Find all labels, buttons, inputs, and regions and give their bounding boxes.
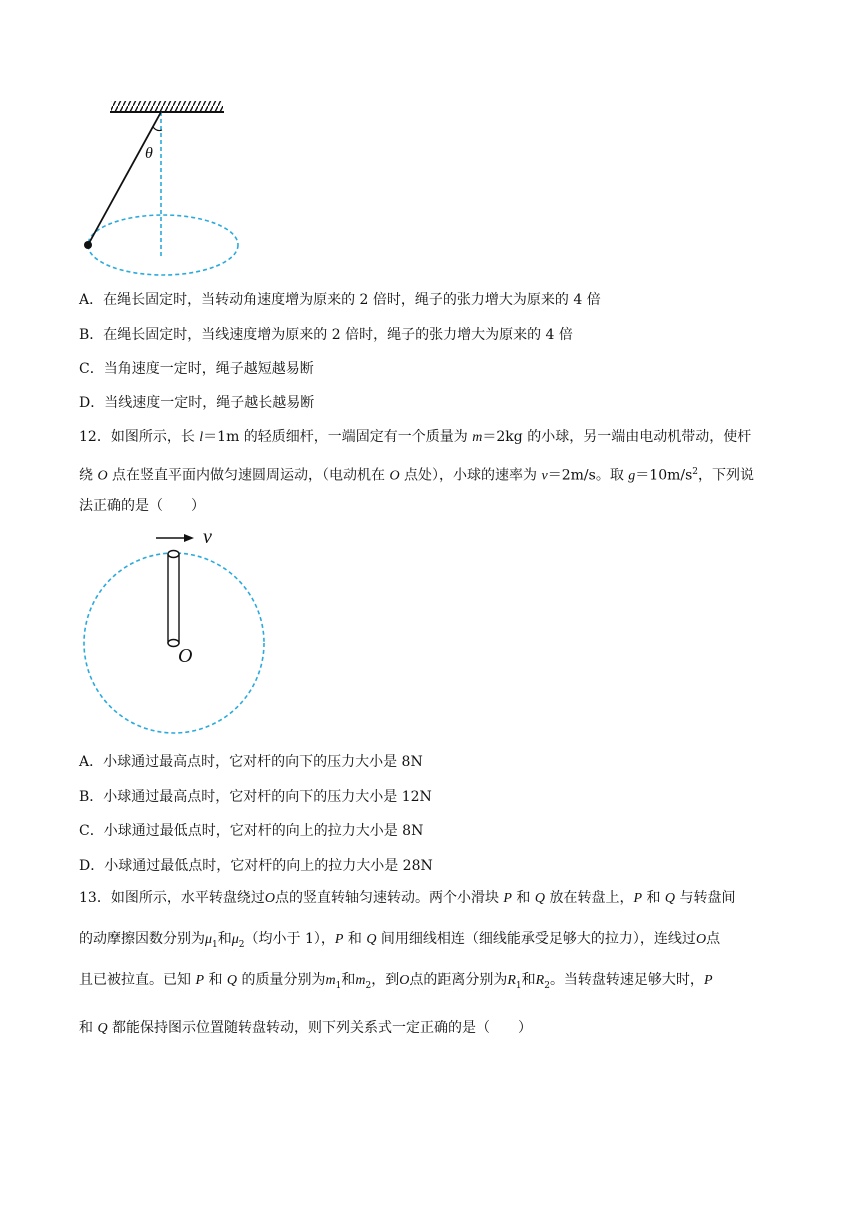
pendulum-rope bbox=[88, 112, 161, 245]
ceiling-hatch bbox=[111, 101, 223, 112]
q12-option-b: B．小球通过最高点时，它对杆的向下的压力大小是 12N bbox=[79, 789, 432, 805]
angle-theta-label: θ bbox=[145, 145, 153, 162]
conical-pendulum-figure bbox=[78, 96, 248, 286]
q13-stem-line1: 13．如图所示，水平转盘绕过O点的竖直转轴匀速转动。两个小滑块 P 和 Q 放在转盘上，P 和 Q 与转盘间 bbox=[79, 890, 736, 906]
q12-stem-line2: 绕 O 点在竖直平面内做匀速圆周运动，（电动机在 O 点处），小球的速率为 v＝2m/s。取 $g=10m/s^2$，下列说 bbox=[79, 467, 755, 484]
q12-option-a: A．小球通过最高点时，它对杆的向下的压力大小是 8N bbox=[79, 754, 423, 770]
velocity-label: v bbox=[203, 526, 212, 548]
q11-option-d: D．当线速度一定时，绳子越长越易断 bbox=[79, 395, 315, 411]
circular-path bbox=[88, 215, 238, 275]
q12-stem-line3: 法正确的是（ ） bbox=[79, 498, 205, 514]
pendulum-ball bbox=[84, 241, 92, 249]
q13-stem-line3: 且已被拉直。已知 P 和 Q 的质量分别为$m_1$和$m_2$，到O点的距离分别为$R_1$和$R_2$。当转盘转速足够大时，P bbox=[79, 972, 713, 991]
velocity-arrowhead bbox=[184, 534, 194, 542]
center-o-label: O bbox=[178, 645, 193, 667]
rod bbox=[168, 554, 179, 643]
q12-option-c: C．小球通过最低点时，它对杆的向上的拉力大小是 8N bbox=[79, 823, 424, 839]
q12-stem-line1: 12．如图所示，长 l＝1m 的轻质细杆，一端固定有一个质量为 m＝2kg 的小球，另一端由电动机带动，使杆 bbox=[79, 429, 752, 445]
q11-option-c: C．当角速度一定时，绳子越短越易断 bbox=[79, 361, 314, 377]
rod-top-end bbox=[168, 551, 179, 558]
q12-option-d: D．小球通过最低点时，它对杆的向上的拉力大小是 28N bbox=[79, 858, 433, 874]
q13-stem-line2: 的动摩擦因数分别为$\mu_1$和$\mu_2$（均小于 1），P 和 Q 间用细线相连（细线能承受足够大的拉力），连线过O点 bbox=[79, 931, 721, 950]
q11-option-b: B．在绳长固定时，当线速度增为原来的 2 倍时，绳子的张力增大为原来的 4 倍 bbox=[79, 327, 573, 343]
q11-option-a: A．在绳长固定时，当转动角速度增为原来的 2 倍时，绳子的张力增大为原来的 4 倍 bbox=[79, 292, 601, 308]
q13-stem-line4: 和 Q 都能保持图示位置随转盘转动，则下列关系式一定正确的是（ ） bbox=[79, 1020, 533, 1036]
rod-circle-figure bbox=[76, 522, 276, 740]
